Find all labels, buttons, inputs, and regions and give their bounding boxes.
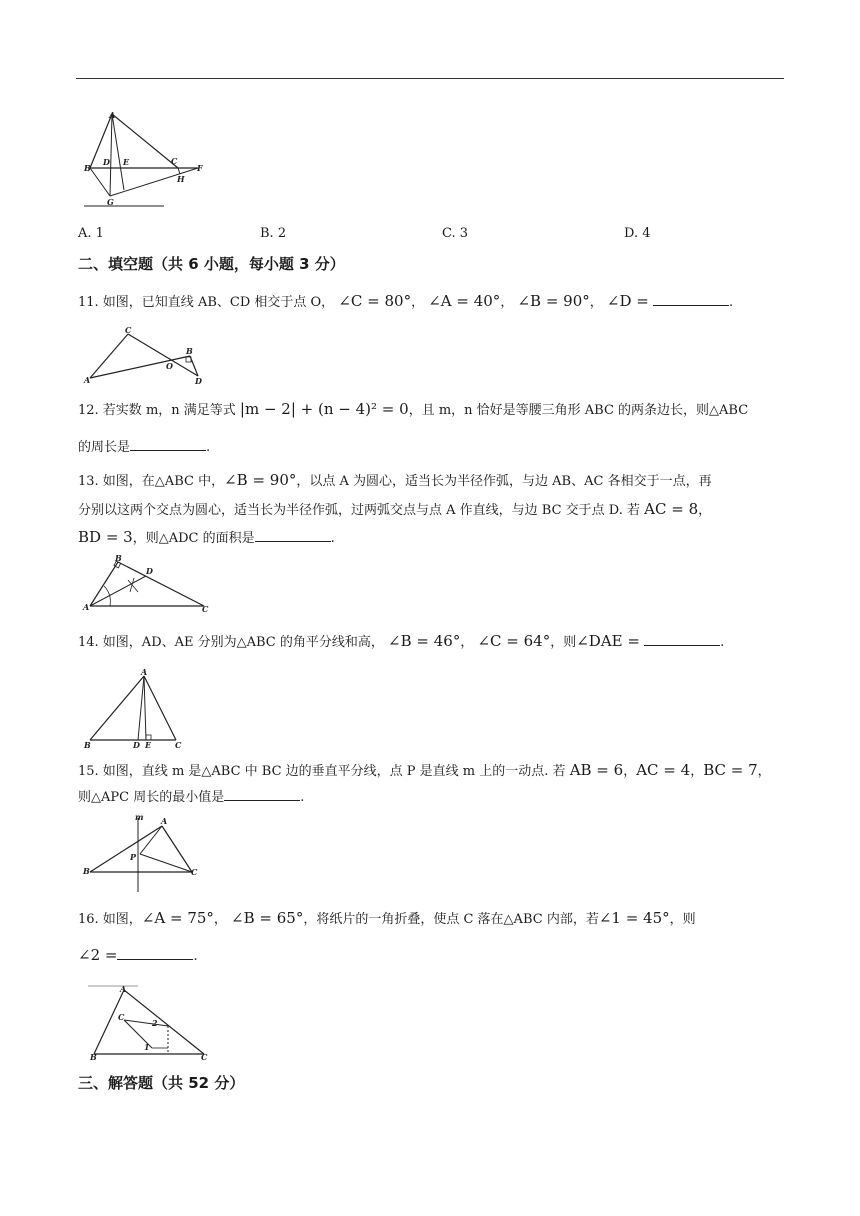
- option-a: A. 1: [78, 226, 104, 241]
- q14-text: 14. 如图，AD、AE 分别为△ABC 的角平分线和高，: [78, 635, 384, 650]
- q15-bc: BC = 7: [703, 761, 758, 779]
- figure-q10: [80, 108, 210, 208]
- q11-answer-blank[interactable]: [653, 291, 729, 306]
- q14-angle-c: ∠C = 64°: [477, 632, 551, 650]
- q16-period: .: [193, 949, 198, 964]
- fig10-label-e: E: [123, 157, 130, 167]
- question-12: [78, 398, 790, 422]
- q14-angle-dae: ∠DAE =: [576, 632, 640, 650]
- fig14-label-d: D: [133, 740, 140, 750]
- question-11: 11. 如图，已知直线 AB、CD 相交于点 O， ∠C = 80°， ∠A = 40°， ∠B = 90°， ∠D = .: [78, 292, 734, 310]
- q13-text-line1b: ，以点 A 为圆心，适当长为半径作弧，与边 AB、AC 各相交于一点，再: [296, 474, 712, 489]
- figure-q15: [82, 812, 212, 894]
- q12-text: 12. 若实数 m，n 满足等式: [78, 403, 236, 418]
- fig16-label-b: B: [90, 1052, 97, 1060]
- q13-ac-length: AC = 8: [644, 500, 699, 518]
- q16-text-tail: ，则: [669, 912, 696, 927]
- fig16-label-a: A: [120, 984, 127, 994]
- q13-text-line1: 13. 如图，在△ABC 中，: [78, 474, 225, 489]
- question-16: 16. 如图，∠A = 75°， ∠B = 65°，将纸片的一角折叠，使点 C 落在△ABC 内部，若∠1 = 45°，则: [78, 909, 696, 927]
- fig13-label-c: C: [202, 604, 209, 614]
- q11-period: .: [728, 295, 734, 310]
- q12-text-line2: 的周长是: [78, 440, 131, 455]
- q15-ac: AC = 4: [636, 761, 691, 779]
- q12-answer-blank[interactable]: [130, 436, 206, 451]
- q16-angle-b: ∠B = 65°: [231, 909, 304, 927]
- fig15-label-m: m: [135, 812, 144, 822]
- fig11-label-d: D: [195, 376, 202, 386]
- fig16-label-c: C: [201, 1052, 208, 1060]
- q12-period: .: [206, 440, 211, 455]
- fig11-label-o: O: [166, 361, 173, 371]
- question-14: 14. 如图，AD、AE 分别为△ABC 的角平分线和高， ∠B = 46°， ∠C = 64°，则∠DAE = .: [78, 632, 725, 650]
- q12-text-mid: ，且 m，n 恰好是等腰三角形 ABC 的两条边长，则△ABC: [408, 403, 749, 418]
- fig10-label-g: G: [107, 197, 114, 207]
- fig15-label-p: P: [130, 852, 137, 862]
- q14-angle-b: ∠B = 46°: [388, 632, 461, 650]
- question-15: 15. 如图，直线 m 是△ABC 中 BC 边的垂直平分线，点 P 是直线 m 上的一动点. 若 AB = 6，AC = 4，BC = 7，: [78, 761, 771, 779]
- q13-bd-length: BD = 3: [78, 528, 133, 546]
- fig10-label-b: B: [84, 163, 91, 173]
- fig14-label-a: A: [141, 668, 148, 677]
- header-rule: [76, 78, 784, 79]
- q13-text-line2: 分别以这两个交点为圆心，适当长为半径作弧，过两弧交点与点 A 作直线，与边 BC 交于点 D. 若: [78, 503, 641, 518]
- fig11-label-c: C: [125, 325, 132, 335]
- q14-answer-blank[interactable]: [644, 631, 720, 646]
- fig14-label-e: E: [145, 740, 152, 750]
- question-13-line2: 分别以这两个交点为圆心，适当长为半径作弧，过两弧交点与点 A 作直线，与边 BC 交于点 D. 若 AC = 8，: [78, 500, 712, 518]
- q15-period: .: [300, 790, 305, 805]
- q14-text-mid: ，则: [550, 635, 577, 650]
- fig14-label-b: B: [84, 740, 91, 750]
- question-16-line2: [78, 944, 790, 968]
- fig10-label-f: F: [197, 163, 203, 173]
- fig13-label-b: B: [115, 553, 122, 563]
- q15-text-line2: 则△APC 周长的最小值是: [78, 790, 225, 805]
- section-fill-heading: 二、填空题（共 6 小题，每小题 3 分）: [78, 255, 345, 273]
- q11-angle-b: ∠B = 90°: [517, 292, 590, 310]
- figure-q16: [82, 982, 212, 1060]
- q15-text: 15. 如图，直线 m 是△ABC 中 BC 边的垂直平分线，点 P 是直线 m 上的一动点. 若: [78, 764, 566, 779]
- q16-answer-blank[interactable]: [117, 945, 193, 960]
- fig16-label-c-folded: C: [118, 1012, 125, 1022]
- fig16-label-1: 1: [144, 1042, 150, 1052]
- figure-q14: [82, 668, 202, 750]
- q11-angle-c: ∠C = 80°: [338, 292, 412, 310]
- fig15-label-a: A: [161, 816, 168, 826]
- option-c: C. 3: [442, 226, 469, 241]
- fig10-label-h: H: [177, 174, 185, 184]
- q12-equation: |m − 2| + (n − 4)² = 0: [239, 400, 409, 418]
- figure-q11: [82, 324, 212, 386]
- q16-angle-2: ∠2 =: [78, 946, 118, 964]
- q13-angle-b: ∠B = 90°: [224, 471, 297, 489]
- question-13-line3: [78, 526, 790, 550]
- fig15-label-c: C: [191, 867, 198, 877]
- fig11-label-b: B: [186, 346, 193, 356]
- q16-text-mid: ，将纸片的一角折叠，使点 C 落在△ABC 内部，若: [303, 912, 599, 927]
- q11-angle-d: ∠D =: [606, 292, 649, 310]
- q13-period: .: [330, 531, 335, 546]
- q13-text-line3: ，则△ADC 的面积是: [132, 531, 255, 546]
- fig13-label-d: D: [146, 566, 153, 576]
- q16-angle-a: ∠A = 75°: [141, 909, 214, 927]
- q16-angle-1: ∠1 = 45°: [598, 909, 670, 927]
- fig11-label-a: A: [84, 375, 91, 385]
- fig10-label-c: C: [171, 156, 178, 166]
- fig10-label-d: D: [103, 157, 110, 167]
- q14-period: .: [720, 635, 725, 650]
- question-12-line2: [78, 436, 790, 459]
- option-b: B. 2: [260, 226, 287, 241]
- fig15-label-b: B: [83, 866, 90, 876]
- q16-text: 16. 如图，: [78, 912, 142, 927]
- option-d: D. 4: [624, 226, 651, 241]
- fig14-label-c: C: [175, 740, 182, 750]
- q15-answer-blank[interactable]: [224, 786, 300, 801]
- fig10-label-a: A: [109, 110, 116, 120]
- question-15-line2: [78, 786, 790, 809]
- q13-answer-blank[interactable]: [255, 527, 331, 542]
- section-answer-heading: 三、解答题（共 52 分）: [78, 1074, 245, 1092]
- fig16-label-2: 2: [152, 1018, 158, 1028]
- fig13-label-a: A: [83, 602, 90, 612]
- q11-text: 11. 如图，已知直线 AB、CD 相交于点 O，: [78, 295, 335, 310]
- question-13: [78, 469, 790, 493]
- q11-angle-a: ∠A = 40°: [428, 292, 501, 310]
- figure-q13: [82, 552, 212, 614]
- q15-ab: AB = 6: [569, 761, 624, 779]
